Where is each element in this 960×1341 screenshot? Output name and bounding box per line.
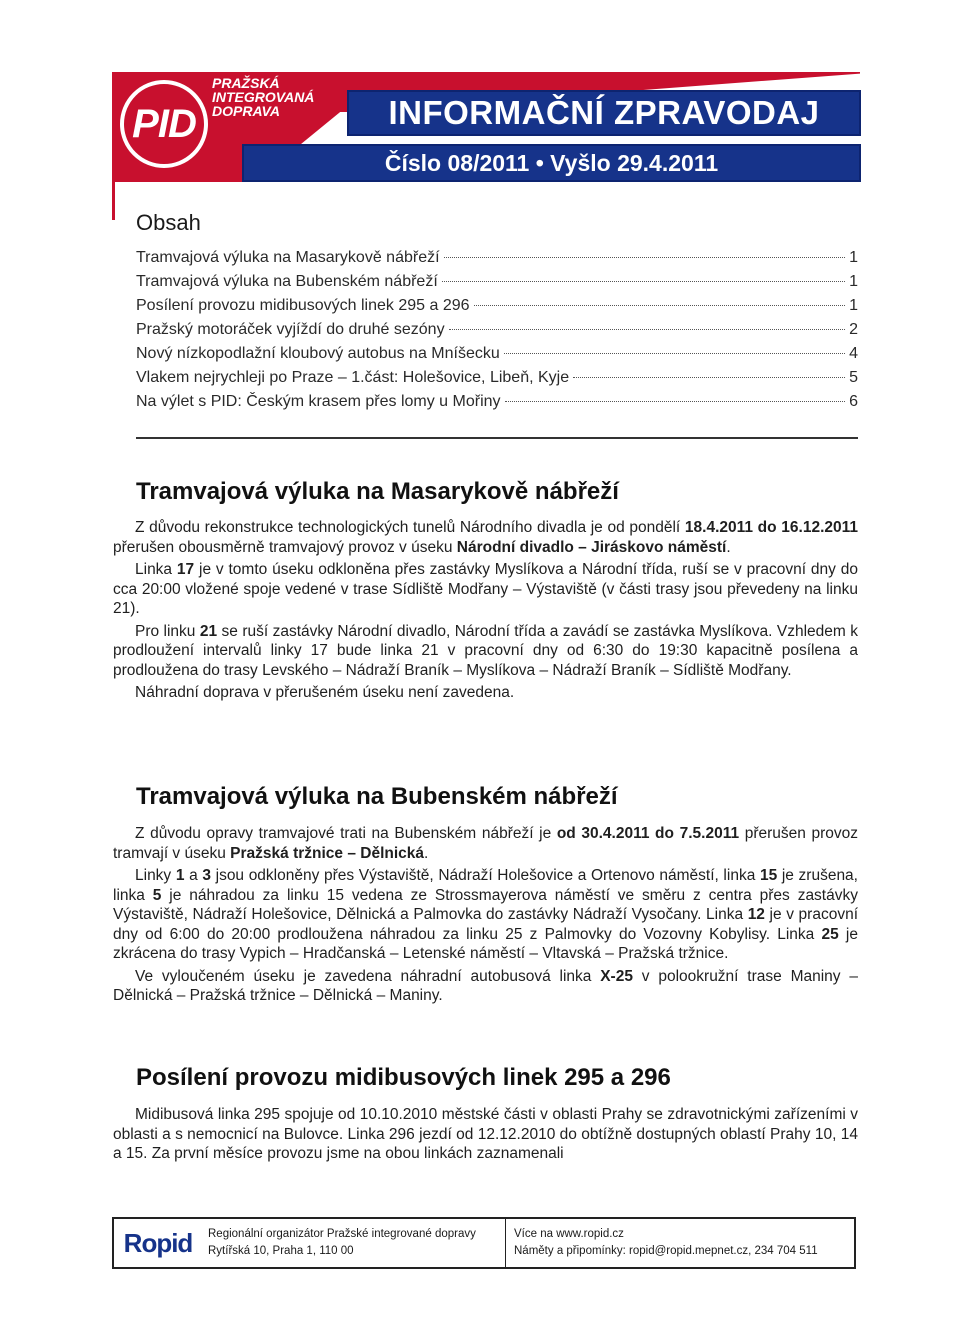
website-link[interactable]: Více na www.ropid.cz: [514, 1228, 624, 1240]
toc-item[interactable]: Posílení provozu midibusových linek 295 a 296 1: [136, 297, 858, 314]
paragraph: Midibusová linka 295 spojuje od 10.10.2010 městské části v oblasti Prahy se zdravotnickými zařízeními v oblasti a s nemocnicí na Bulovce. Linka 296 jezdí od 12.12.2010 do obtížně dostupných oblastí Prahy 10, 14 a 15. Za první měsíce provozu jsme na obou linkách zaznamenali: [113, 1106, 858, 1162]
section-divider: [136, 437, 858, 439]
contact-info[interactable]: Náměty a připomínky: ropid@ropid.mepnet.cz, 234 704 511: [514, 1245, 818, 1257]
article-title: Tramvajová výluka na Masarykově nábřeží: [136, 478, 619, 505]
brand-line: DOPRAVA: [212, 103, 280, 119]
pid-logo: [120, 80, 208, 168]
toc-item[interactable]: Vlakem nejrychleji po Praze – 1.část: Holešovice, Libeň, Kyje 5: [136, 369, 858, 386]
footer: [112, 1217, 856, 1269]
toc-item[interactable]: Na výlet s PID: Českým krasem přes lomy u Mořiny 6: [136, 393, 858, 410]
toc-item[interactable]: Pražský motoráček vyjíždí do druhé sezóny 2: [136, 321, 858, 338]
ropid-logo: [114, 1219, 202, 1267]
ropid-logo-text: Ropid: [123, 1227, 193, 1258]
article-title: Posílení provozu midibusových linek 295 a 296: [136, 1064, 671, 1091]
paragraph: Linky 1 a 3 jsou odkloněny přes Výstaviště, Nádraží Holešovice a Ortenovo náměstí, linka 15 je zrušena, linka 5 je náhradou za linku 15 vedena ze Strossmayerova náměstí ve směru z centra přes zastávky Výstaviště, Nádraží Holešovice, Dělnická a Palmovka do zastávky Nádraží Vysočany. Linka 12 je v pracovní dny od 6:00 do 20:00 prodloužena náhradou za linku 25 z Palmovky do Vozovny Kobylisy. Linka 25 je zkrácena do trasy Vypich – Hradčanská – Letenské náměstí – Vltavská – Pražská tržnice.: [113, 867, 858, 962]
toc-title: Obsah: [136, 210, 201, 235]
brand-line: PRAŽSKÁ: [212, 75, 280, 91]
table-of-contents: [136, 246, 858, 414]
article-title: Tramvajová výluka na Bubenském nábřeží: [136, 783, 618, 810]
pid-logo-text: PID: [132, 101, 196, 146]
brand-line: INTEGROVANÁ: [212, 89, 315, 105]
footer-organization: [202, 1219, 506, 1267]
toc-item[interactable]: Tramvajová výluka na Bubenském nábřeží 1: [136, 273, 858, 290]
paragraph: Ve vyloučeném úseku je zavedena náhradní autobusová linka X-25 v polookružní trase Maniny – Dělnická – Pražská tržnice – Dělnická – Maniny.: [113, 967, 858, 1004]
paragraph: Linka 17 je v tomto úseku odkloněna přes zastávky Myslíkova a Národní třída, ruší se v pracovní dny do cca 20:00 vložené spoje vedené v trase Sídliště Modřany – Výstaviště (v části trasy jsou převedeny na linku 21).: [113, 561, 858, 617]
organization-address: Rytířská 10, Praha 1, 110 00: [208, 1245, 354, 1257]
newsletter-title: INFORMAČNÍ ZPRAVODAJ: [347, 90, 861, 136]
paragraph: Z důvodu rekonstrukce technologických tunelů Národního divadla je od pondělí 18.4.2011 do 16.12.2011 přerušen obousměrně tramvajový provoz v úseku Národní divadlo – Jiráskovo náměstí.: [113, 519, 858, 556]
organization-name: Regionální organizátor Pražské integrované dopravy: [208, 1228, 476, 1240]
article-body: [113, 518, 858, 706]
paragraph: Pro linku 21 se ruší zastávky Národní divadlo, Národní třída a zavádí se zastávka Myslíkova. Vzhledem k prodloužení intervalů linky 17 bude linka 21 v pracovní dny od 6:30 do 19:30 kapacitně posílena a prodloužena do trasy Levského – Nádraží Braník – Myslíkova – Nádraží Braník – Sídliště Modřany.: [113, 622, 858, 679]
red-edge-line: [112, 180, 115, 220]
footer-contact: [506, 1219, 854, 1267]
paragraph: Z důvodu opravy tramvajové trati na Bubenském nábřeží je od 30.4.2011 do 7.5.2011 přerušen provoz tramvají v úseku Pražská tržnice – Dělnická.: [113, 825, 859, 862]
toc-item[interactable]: Tramvajová výluka na Masarykově nábřeží 1: [136, 249, 858, 266]
brand-name: [212, 76, 314, 118]
masthead: [112, 72, 860, 212]
issue-info: Číslo 08/2011 • Vyšlo 29.4.2011: [242, 144, 861, 182]
article-body: [113, 824, 858, 1009]
paragraph: Náhradní doprava v přerušeném úseku není zavedena.: [135, 684, 515, 701]
article-body: [113, 1105, 858, 1167]
toc-item[interactable]: Nový nízkopodlažní kloubový autobus na Mníšecku 4: [136, 345, 858, 362]
